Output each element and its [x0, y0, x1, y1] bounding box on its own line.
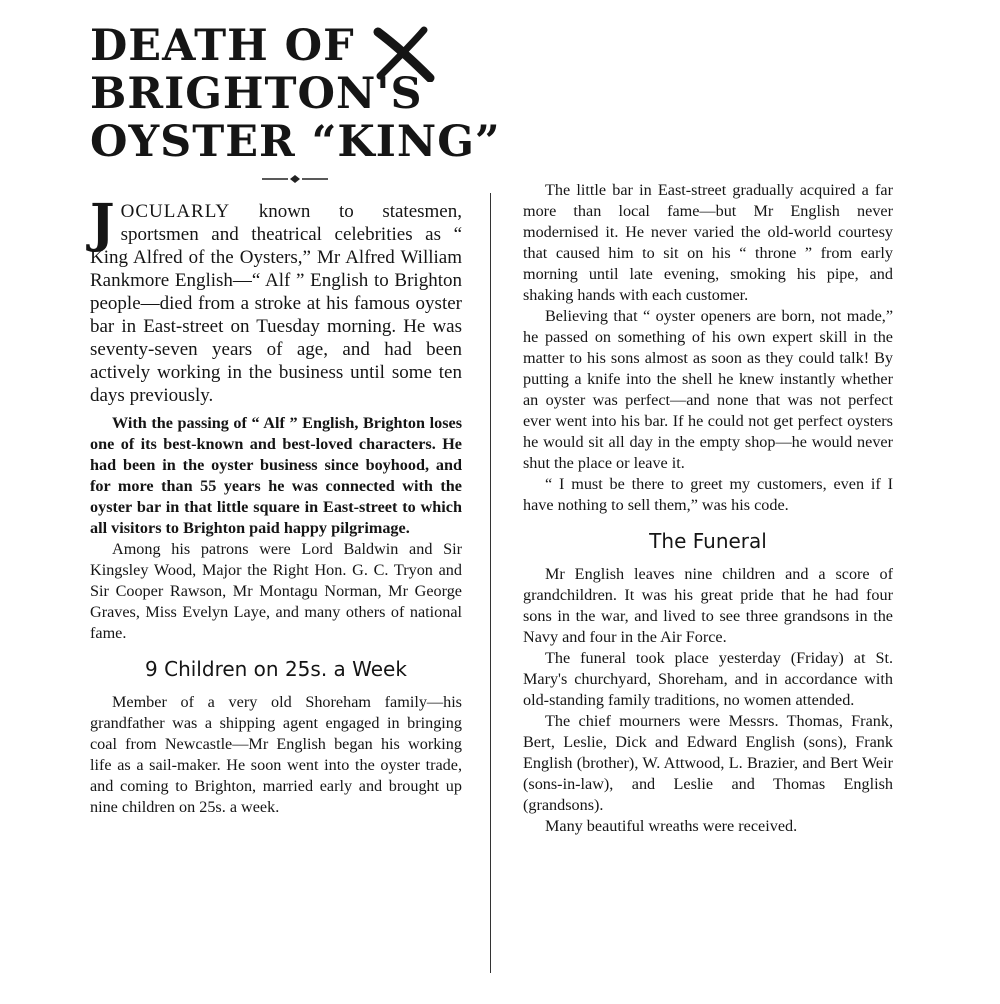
subhead-funeral: The Funeral [649, 529, 767, 553]
lead-first-word: OCULARLY [120, 201, 231, 222]
wreaths-paragraph: Many beautiful wreaths were received. [545, 817, 798, 835]
headline-line-2: BRIGHTON'S [90, 69, 423, 119]
bar-paragraph: The little bar in East-street gradually acquired a far more than local fame—but Mr English never modernised it. He never varied the old-world courtesy that caused him to sit on his “ throne ” from early morning until late evening, smoking his pipe, and shaking hands with each customer. [523, 181, 893, 304]
cross-mark-icon [372, 26, 436, 82]
left-column [90, 193, 462, 818]
skill-paragraph: Believing that “ oyster openers are born, not made,” he passed on something of his own expert skill in the matter to his sons almost as soon as they could talk! By putting a knife into the shell he knew instantly whether an oyster was perfect—and none that was not perfect ever went into his bar. If he could not get perfect oysters he would sit all day in the empty shop—he would never shut the place or leave it. [523, 307, 893, 472]
lead-paragraph [90, 193, 462, 407]
family-paragraph: Member of a very old Shoreham family—his grandfather was a shipping agent engaged in bringing coal from Newcastle—Mr English began his working life as a sail-maker. He soon went into the oyster trade, and coming to Brighton, married early and brought up nine children on 25s. a week. [90, 693, 462, 816]
mourners-paragraph: The chief mourners were Messrs. Thomas, Frank, Bert, Leslie, Dick and Edward English (sons), Frank English (brother), W. Attwood, L. Brazier, and Bert Weir (sons-in-law), and Leslie and Thomas English (grandsons). [523, 712, 893, 814]
bold-paragraph: With the passing of “ Alf ” English, Brighton loses one of its best-known and best-loved characters. He had been in the oyster business since boyhood, and for more than 55 years he was connected with the oyster bar in that little square in East-street to which all visitors to Brighton paid happy pilgrimage. [90, 414, 462, 537]
funeral-paragraph: The funeral took place yesterday (Friday) at St. Mary's churchyard, Shoreham, and in accordance with old-standing family traditions, no women attended. [523, 649, 893, 709]
lead-text: known to statesmen, sportsmen and theatrical celebrities as “ King Alfred of the Oysters,” Mr Alfred William Rankmore English—“ Alf ” English to Brighton people—died from a stroke at his famous oyster bar in East-street on Tuesday morning. He was seventy-seven years of age, and had been actively working in the business until some ten days previously. [90, 201, 462, 406]
headline-line-3: OYSTER “KING” [90, 117, 501, 167]
column-divider [490, 193, 491, 973]
headline-line-1: DEATH OF [90, 21, 355, 71]
patrons-paragraph: Among his patrons were Lord Baldwin and Sir Kingsley Wood, Major the Right Hon. G. C. Tryon and Sir Cooper Rawson, Mr Montagu Norman, Mr George Graves, Miss Evelyn Laye, and many others of national fame. [90, 540, 462, 642]
children-paragraph: Mr English leaves nine children and a score of grandchildren. It was his great pride that he had four sons in the war, and lived to see three grandsons in the Navy and four in the Air Force. [523, 565, 893, 646]
code-paragraph: “ I must be there to greet my customers, even if I have nothing to sell them,” was his code. [523, 475, 893, 514]
dash-ornament-icon [262, 175, 328, 183]
right-column [523, 180, 893, 837]
subhead-children: 9 Children on 25s. a Week [145, 657, 407, 681]
drop-cap: J [90, 193, 115, 254]
